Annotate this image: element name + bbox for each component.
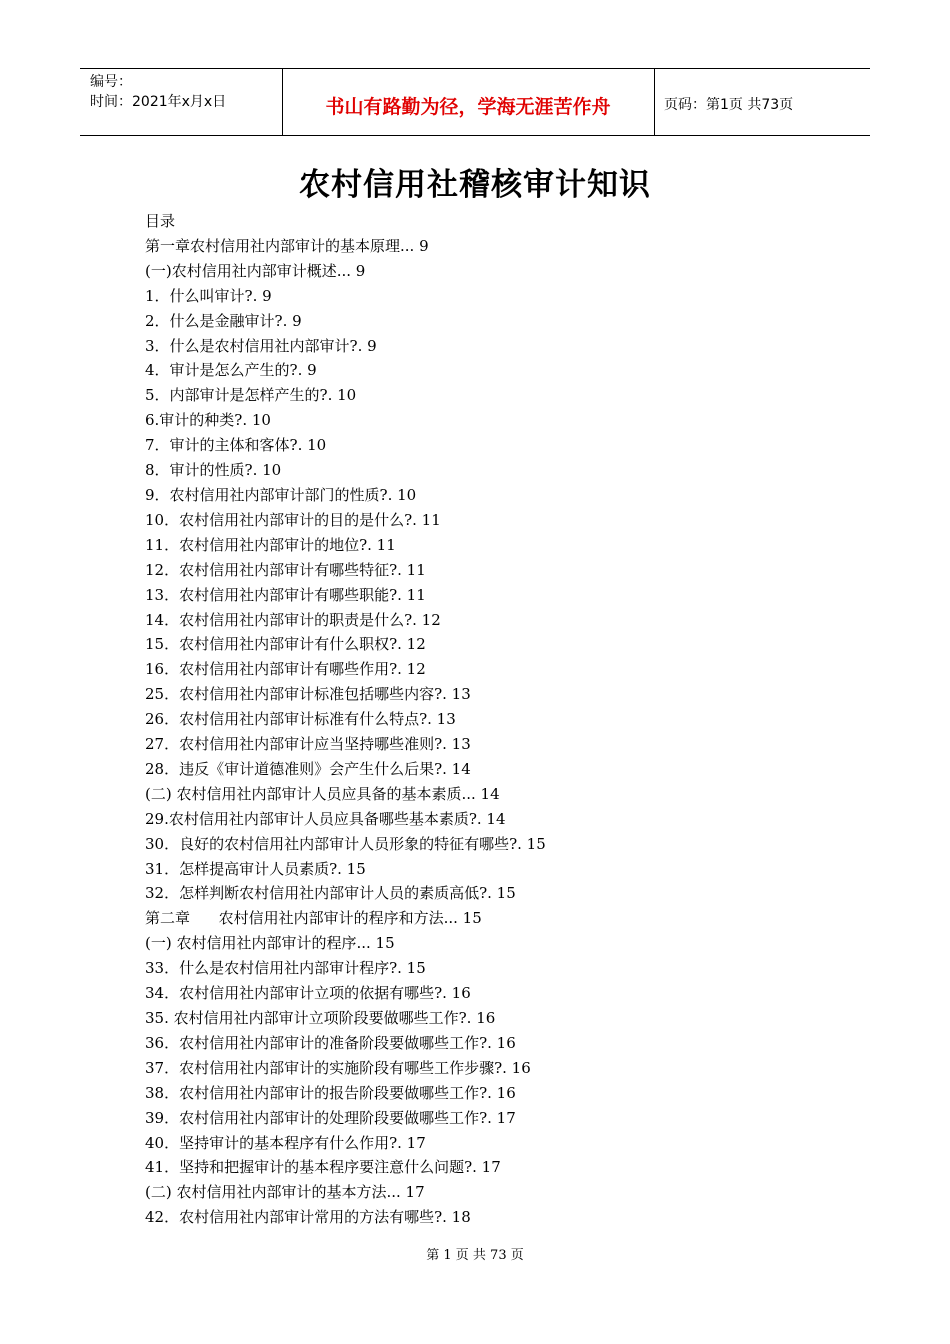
table-of-contents bbox=[145, 209, 546, 1230]
toc-entry: 1．什么叫审计?. 9 bbox=[145, 286, 272, 305]
toc-entry: 28．违反《审计道德准则》会产生什么后果?. 14 bbox=[145, 759, 471, 778]
toc-entry: 25．农村信用社内部审计标准包括哪些内容?. 13 bbox=[145, 685, 471, 704]
toc-entry: 31．怎样提高审计人员素质?. 15 bbox=[145, 859, 366, 878]
toc-entry: 13．农村信用社内部审计有哪些职能?. 11 bbox=[145, 585, 426, 604]
time-label: 时间：2021年x月x日 bbox=[90, 94, 227, 110]
toc-entry: 4．审计是怎么产生的?. 9 bbox=[145, 361, 317, 380]
toc-entry: 7．审计的主体和客体?. 10 bbox=[145, 436, 327, 455]
toc-entry: (一) 农村信用社内部审计的程序... 15 bbox=[145, 934, 395, 953]
header-motto: 书山有路勤为径，学海无涯苦作舟 bbox=[325, 95, 611, 118]
toc-entry: 32．怎样判断农村信用社内部审计人员的素质高低?. 15 bbox=[145, 884, 516, 903]
toc-entry: 34．农村信用社内部审计立项的依据有哪些?. 16 bbox=[145, 984, 471, 1003]
toc-entry: 6.审计的种类?. 10 bbox=[145, 411, 271, 430]
toc-entry: 39．农村信用社内部审计的处理阶段要做哪些工作?. 17 bbox=[145, 1108, 516, 1127]
toc-entry: 41．坚持和把握审计的基本程序要注意什么问题?. 17 bbox=[145, 1158, 501, 1177]
toc-entry: 38．农村信用社内部审计的报告阶段要做哪些工作?. 16 bbox=[145, 1083, 516, 1102]
toc-entry: 36．农村信用社内部审计的准备阶段要做哪些工作?. 16 bbox=[145, 1033, 516, 1052]
toc-entry: 15．农村信用社内部审计有什么职权?. 12 bbox=[145, 635, 426, 654]
toc-entry: 5．内部审计是怎样产生的?. 10 bbox=[145, 386, 357, 405]
toc-entry: (一)农村信用社内部审计概述... 9 bbox=[145, 261, 366, 280]
header-info bbox=[90, 72, 226, 112]
toc-entry: 14．农村信用社内部审计的职责是什么?. 12 bbox=[145, 610, 441, 629]
page-header bbox=[80, 68, 870, 136]
toc-entry: 40．坚持审计的基本程序有什么作用?. 17 bbox=[145, 1133, 426, 1152]
toc-entry: 35. 农村信用社内部审计立项阶段要做哪些工作?. 16 bbox=[145, 1009, 496, 1027]
toc-entry: 27．农村信用社内部审计应当坚持哪些准则?. 13 bbox=[145, 735, 471, 754]
toc-heading: 目录 bbox=[145, 212, 176, 230]
toc-entry: 第二章 农村信用社内部审计的程序和方法... 15 bbox=[145, 909, 482, 928]
toc-entry: (二) 农村信用社内部审计的基本方法... 17 bbox=[145, 1183, 425, 1202]
header-divider bbox=[654, 69, 655, 135]
page-footer: 第 1 页 共 73 页 bbox=[426, 1248, 524, 1263]
toc-entry: 26．农村信用社内部审计标准有什么特点?. 13 bbox=[145, 710, 456, 729]
header-page-label: 页码：第1页 共73页 bbox=[664, 97, 794, 113]
toc-entry: 第一章农村信用社内部审计的基本原理... 9 bbox=[145, 236, 429, 255]
toc-entry: 10．农村信用社内部审计的目的是什么?. 11 bbox=[145, 510, 441, 529]
toc-entry: 11．农村信用社内部审计的地位?. 11 bbox=[145, 535, 396, 554]
toc-entry: 37．农村信用社内部审计的实施阶段有哪些工作步骤?. 16 bbox=[145, 1058, 531, 1077]
toc-entry: 16．农村信用社内部审计有哪些作用?. 12 bbox=[145, 660, 426, 679]
serial-label: 编号： bbox=[90, 74, 132, 90]
toc-entry: (二) 农村信用社内部审计人员应具备的基本素质... 14 bbox=[145, 784, 500, 803]
toc-entry: 33．什么是农村信用社内部审计程序?. 15 bbox=[145, 959, 426, 978]
toc-entry: 12．农村信用社内部审计有哪些特征?. 11 bbox=[145, 560, 426, 579]
toc-entry: 8．审计的性质?. 10 bbox=[145, 461, 282, 480]
toc-entry: 30．良好的农村信用社内部审计人员形象的特征有哪些?. 15 bbox=[145, 834, 546, 853]
toc-entry: 9．农村信用社内部审计部门的性质?. 10 bbox=[145, 485, 417, 504]
toc-entry: 29.农村信用社内部审计人员应具备哪些基本素质?. 14 bbox=[145, 809, 506, 828]
toc-entry: 2．什么是金融审计?. 9 bbox=[145, 311, 302, 330]
toc-entry: 42．农村信用社内部审计常用的方法有哪些?. 18 bbox=[145, 1208, 471, 1227]
document-title: 农村信用社稽核审计知识 bbox=[299, 167, 651, 203]
toc-entry: 3．什么是农村信用社内部审计?. 9 bbox=[145, 336, 377, 355]
